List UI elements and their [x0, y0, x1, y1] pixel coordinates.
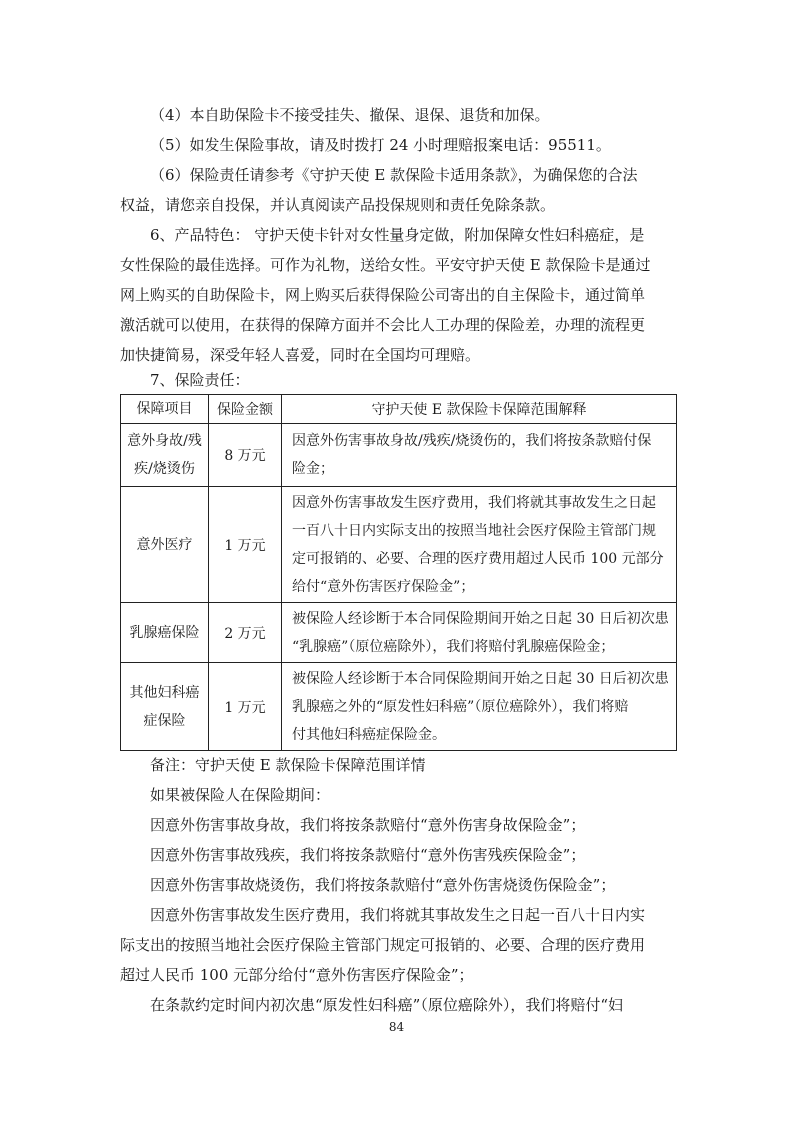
cell-text: 被保险人经诊断于本合同保险期间开始之日起 30 日后初次患: [292, 670, 669, 687]
cell-item: [121, 424, 209, 487]
text-line: 女性保险的最佳选择。可作为礼物，送给女性。平安守护天使 E 款保险卡是通过: [120, 256, 651, 274]
cell-amount: 8 万元: [209, 424, 282, 487]
text-line: 权益，请您亲自投保，并认真阅读产品投保规则和责任免除条款。: [120, 196, 556, 214]
cell-item: [121, 663, 209, 751]
cell-text: 一百八十日内实际支出的按照当地社会医疗保险主管部门规: [292, 522, 656, 539]
cell-text: 被保险人经诊断于本合同保险期间开始之日起 30 日后初次患: [292, 610, 669, 627]
note-line: 因意外伤害事故烧烫伤，我们将按条款赔付“意外伤害烧烫伤保险金”；: [150, 876, 616, 894]
cell-text: 意外身故/残: [127, 433, 202, 449]
paragraph-gynecologic-cancer: 在条款约定时间内初次患“原发性妇科癌”（原位癌除外），我们将赔付“妇: [150, 996, 624, 1014]
paragraph-clause-4: （4）本自助保险卡不接受挂失、撤保、退保、退货和加保。: [150, 106, 550, 124]
cell-text: 其他妇科癌: [129, 684, 200, 701]
text-line: 际支出的按照当地社会医疗保险主管部门规定可报销的、必要、合理的医疗费用: [120, 936, 646, 954]
page-number: 84: [388, 1020, 405, 1034]
header-insured-amount: 保险金额: [209, 395, 282, 424]
cell-text: 乳腺癌保险: [129, 624, 200, 641]
cell-text: 因意外伤害事故发生医疗费用，我们将就其事故发生之日起: [292, 494, 656, 511]
paragraph-medical-expense: [120, 900, 680, 990]
cell-description: [282, 424, 677, 487]
cell-amount: 2 万元: [209, 603, 282, 663]
text-line: 因意外伤害事故发生医疗费用，我们将就其事故发生之日起一百八十日内实: [150, 906, 646, 924]
table-row: [121, 603, 677, 663]
paragraph-product-features: [120, 220, 680, 370]
note-line: 因意外伤害事故身故，我们将按条款赔付“意外伤害身故保险金”；: [150, 816, 586, 834]
insurance-coverage-table: [120, 394, 677, 751]
cell-text: 给付“意外伤害医疗保险金”；: [292, 578, 475, 595]
text-line: （6）保险责任请参考《守护天使 E 款保险卡适用条款》，为确保您的合法: [150, 166, 638, 184]
note-line: 如果被保险人在保险期间：: [150, 786, 331, 804]
table-row: [121, 424, 677, 487]
text-line: 6、产品特色： 守护天使卡针对女性量身定做，附加保障女性妇科癌症，是: [150, 226, 645, 244]
cell-item: [121, 487, 209, 603]
header-coverage-explanation: 守护天使 E 款保险卡保障范围解释: [282, 395, 677, 424]
note-line: 因意外伤害事故残疾，我们将按条款赔付“意外伤害残疾保险金”；: [150, 846, 586, 864]
cell-description: [282, 663, 677, 751]
table-row: [121, 487, 677, 603]
cell-text: 因意外伤害事故身故/残疾/烧烫伤的，我们将按条款赔付保: [292, 433, 652, 449]
paragraph-clause-5: （5）如发生保险事故，请及时拨打 24 小时理赔报案电话：95511。: [150, 136, 611, 154]
cell-item: [121, 603, 209, 663]
cell-description: [282, 487, 677, 603]
cell-text: 付其他妇科癌症保险金。: [292, 726, 446, 743]
header-coverage-item: 保障项目: [121, 395, 209, 424]
cell-text: 疾/烧烫伤: [134, 461, 195, 477]
cell-amount: 1 万元: [209, 487, 282, 603]
cell-text: 险金；: [292, 461, 334, 477]
table-header-row: [121, 395, 677, 424]
section-7-title: 7、保险责任：: [150, 371, 250, 389]
cell-text: “乳腺癌”（原位癌除外），我们将赔付乳腺癌保险金；: [292, 638, 615, 655]
cell-description: [282, 603, 677, 663]
text-line: 超过人民币 100 元部分给付“意外伤害医疗保险金”；: [120, 966, 474, 984]
table-row: [121, 663, 677, 751]
cell-amount: 1 万元: [209, 663, 282, 751]
cell-text: 症保险: [143, 712, 186, 729]
cell-text: 定可报销的、必要、合理的医疗费用超过人民币 100 元部分: [292, 550, 664, 567]
cell-text: 意外医疗: [136, 536, 193, 553]
text-line: 加快捷简易，深受年轻人喜爱，同时在全国均可理赔。: [120, 346, 481, 364]
text-line: 激活就可以使用，在获得的保障方面并不会比人工办理的保险差，办理的流程更: [120, 316, 646, 334]
cell-text: 乳腺癌之外的“原发性妇科癌”（原位癌除外），我们将赔: [292, 698, 629, 715]
paragraph-clause-6: [120, 160, 680, 220]
note-title: 备注：守护天使 E 款保险卡保障范围详情: [150, 756, 426, 774]
text-line: 网上购买的自助保险卡，网上购买后获得保险公司寄出的自主保险卡，通过简单: [120, 286, 646, 304]
